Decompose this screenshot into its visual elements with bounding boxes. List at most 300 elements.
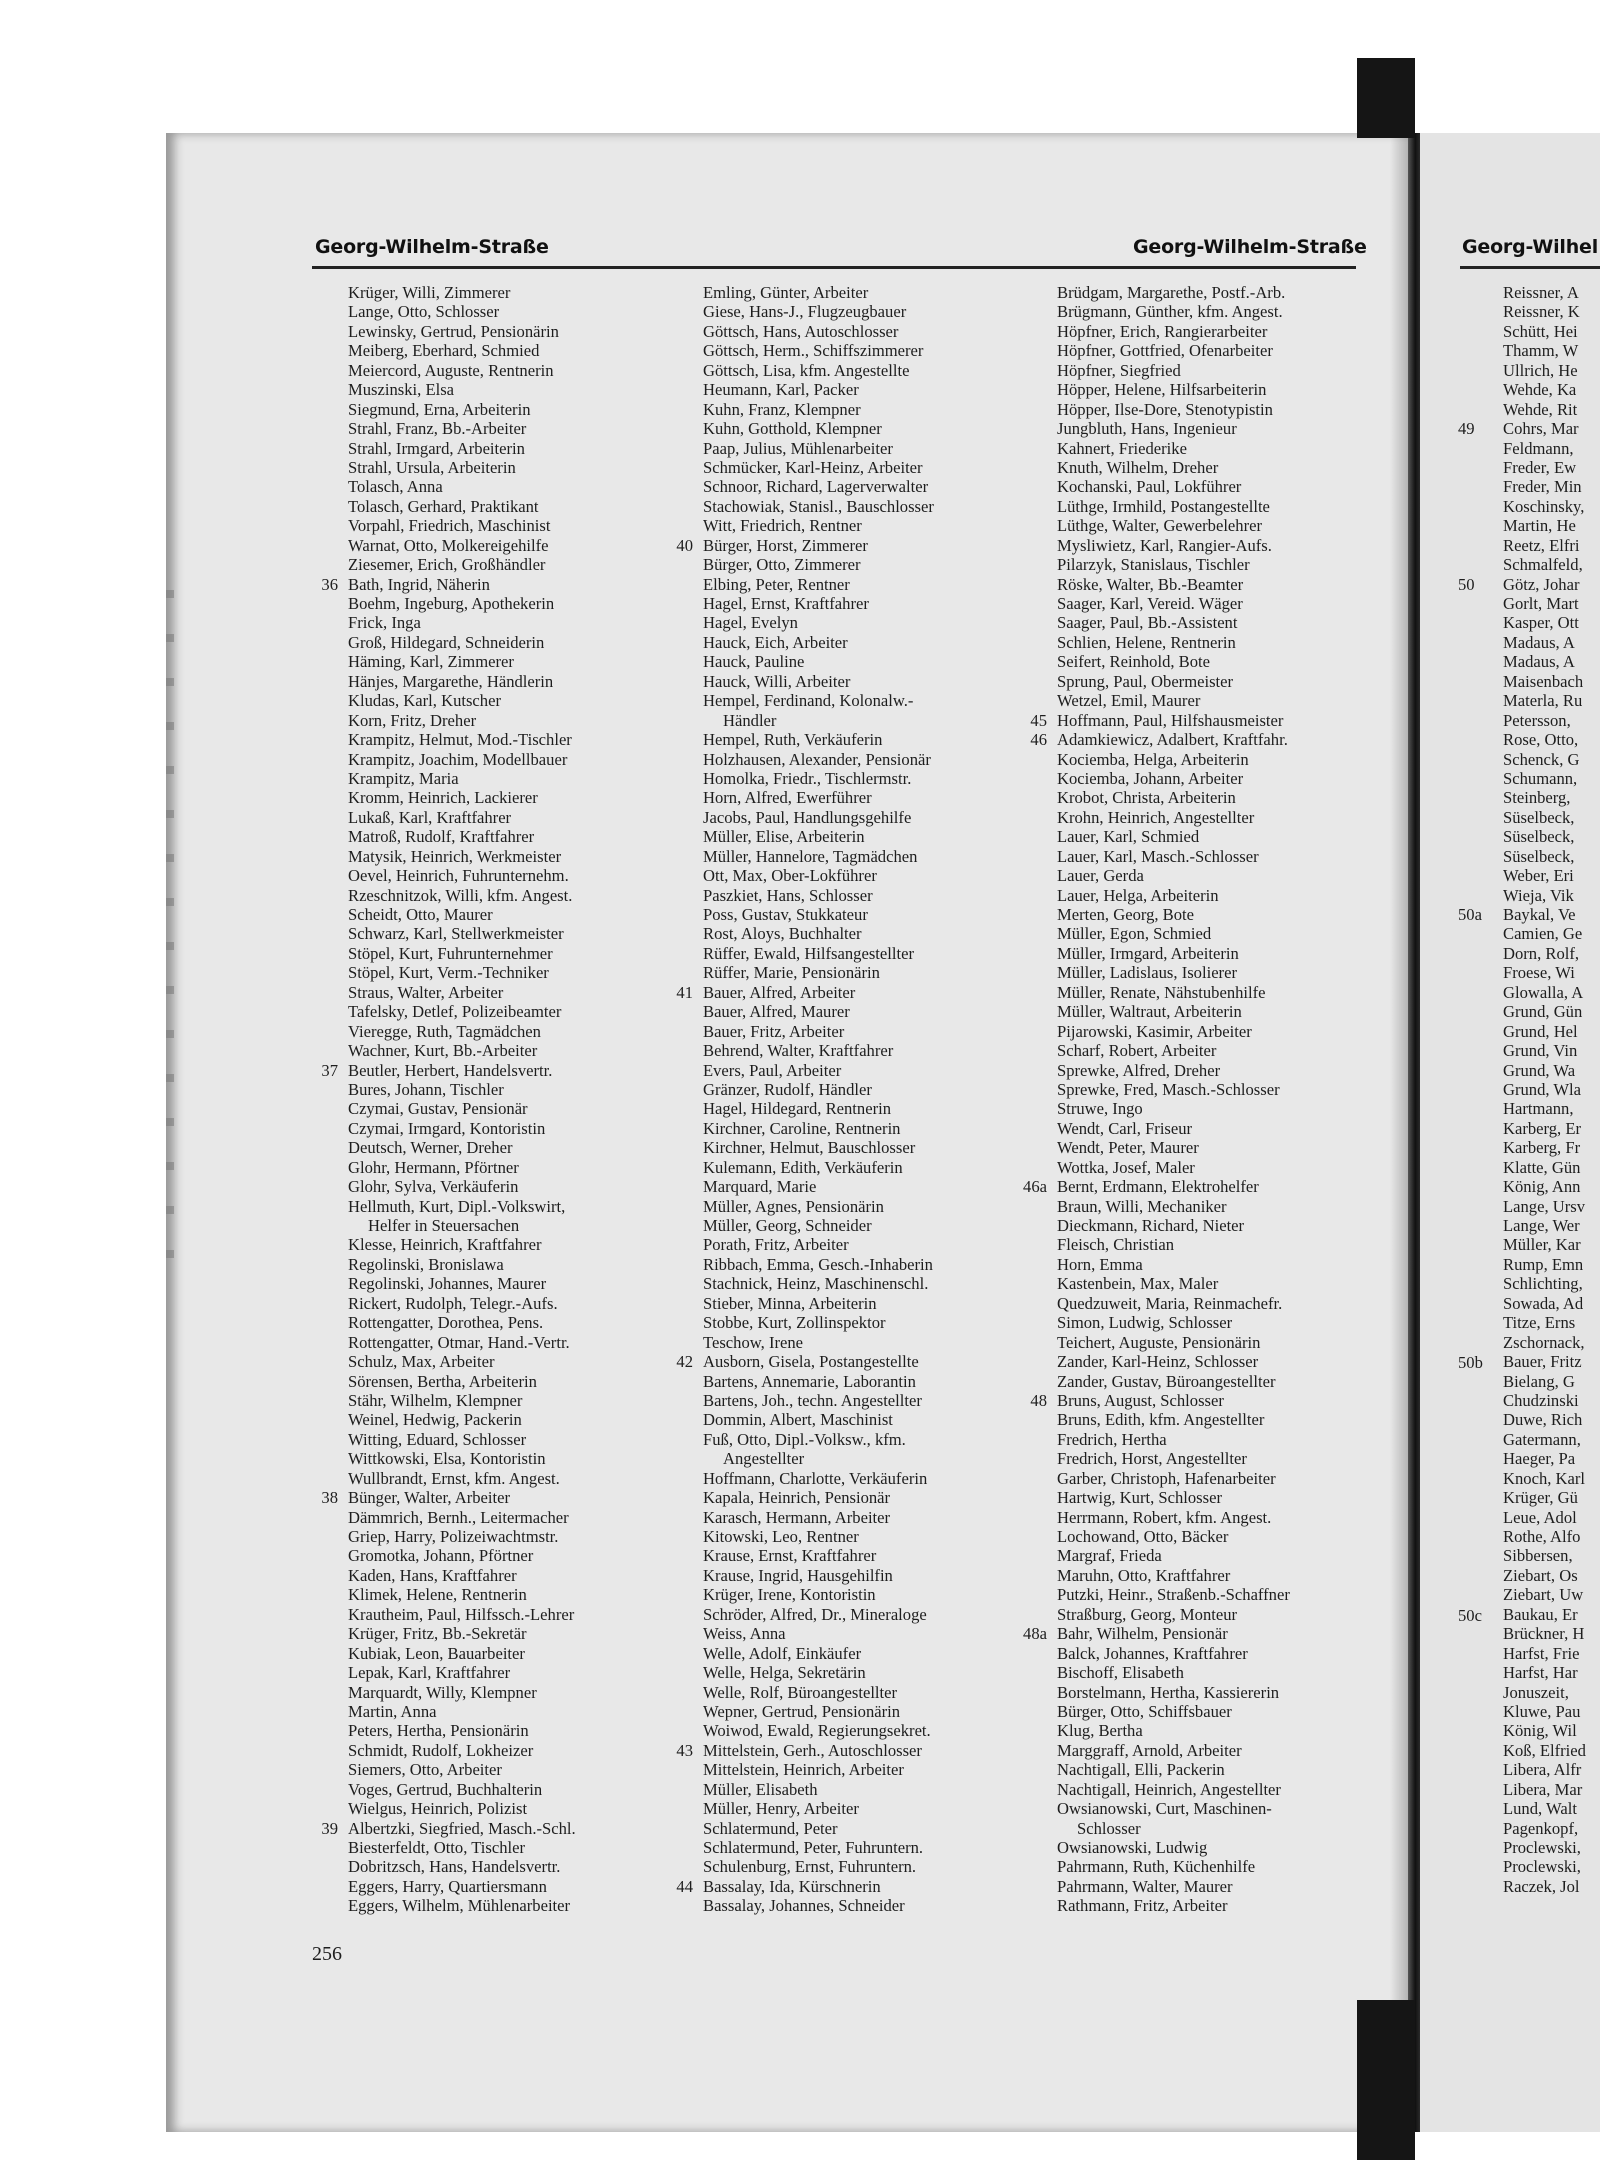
- directory-entry: [1023, 1624, 1357, 1644]
- directory-entry: [703, 1138, 1043, 1157]
- directory-entry: [1503, 536, 1600, 555]
- entry-text: Wepner, Gertrud, Pensionärin: [703, 1701, 901, 1721]
- directory-entry: [703, 1721, 1043, 1740]
- entry-text: Seifert, Reinhold, Bote: [1057, 652, 1211, 672]
- directory-entry: [348, 1605, 688, 1624]
- entry-text: Deutsch, Werner, Dreher: [348, 1138, 513, 1158]
- directory-entry: [703, 575, 1043, 594]
- entry-text: Müller, Elisabeth: [703, 1779, 818, 1799]
- entry-text: Hagel, Hildegard, Rentnerin: [703, 1099, 892, 1119]
- entry-text: Lange, Ursv: [1503, 1196, 1586, 1216]
- directory-entry: [703, 419, 1043, 438]
- directory-entry: [703, 1061, 1043, 1080]
- entry-text: Krüger, Irene, Kontoristin: [703, 1585, 876, 1605]
- directory-entry: [1057, 1313, 1357, 1332]
- entry-text: Baukau, Er: [1503, 1604, 1578, 1624]
- directory-entry: [321, 574, 688, 594]
- directory-entry: [676, 535, 1043, 555]
- entry-text: Strahl, Franz, Bb.-Arbeiter: [348, 419, 527, 439]
- entry-text: Göttsch, Herm., Schiffszimmerer: [703, 341, 924, 361]
- entry-text: Kirchner, Caroline, Rentnerin: [703, 1118, 901, 1138]
- directory-entry: [1057, 1372, 1357, 1391]
- directory-entry: [348, 1469, 688, 1488]
- entry-text: Lauer, Karl, Masch.-Schlosser: [1057, 846, 1259, 866]
- entry-text: Bernt, Erdmann, Elektrohelfer: [1057, 1177, 1259, 1197]
- directory-entry: [1503, 458, 1600, 477]
- entry-text: Wittkowski, Elsa, Kontoristin: [348, 1449, 546, 1469]
- directory-entry: [348, 1449, 688, 1468]
- entry-text: Schlien, Helene, Rentnerin: [1057, 632, 1236, 652]
- entry-text: Martin, Anna: [348, 1701, 437, 1721]
- directory-entry: [703, 1430, 1043, 1449]
- entry-text: Lüthge, Irmhild, Postangestellte: [1057, 496, 1270, 516]
- house-number: 50c: [1458, 1605, 1482, 1625]
- directory-entry: [1057, 283, 1357, 302]
- directory-entry: [703, 1605, 1043, 1624]
- entry-text: Müller, Elise, Arbeiterin: [703, 827, 865, 847]
- directory-entry: [703, 788, 1043, 807]
- binding-clip-bottom: [1357, 2000, 1415, 2160]
- directory-entry: [1503, 827, 1600, 846]
- entry-text: Thamm, W: [1503, 341, 1579, 361]
- entry-text: Mysliwietz, Karl, Rangier-Aufs.: [1057, 535, 1272, 555]
- entry-text: Krampitz, Helmut, Mod.-Tischler: [348, 730, 572, 750]
- directory-entry: [703, 905, 1043, 924]
- directory-entry: [703, 827, 1043, 846]
- entry-text: Rzeschnitzok, Willi, kfm. Angest.: [348, 885, 573, 905]
- entry-text: Mittelstein, Heinrich, Arbeiter: [703, 1760, 904, 1780]
- entry-text: Frick, Inga: [348, 613, 421, 633]
- house-number: 48: [1030, 1390, 1047, 1410]
- entry-text: Hänjes, Margarethe, Händlerin: [348, 671, 554, 691]
- directory-entry: [703, 1099, 1043, 1118]
- entry-text: König, Ann: [1503, 1177, 1581, 1197]
- entry-text: Grund, Wa: [1503, 1060, 1576, 1080]
- directory-entry: [348, 1313, 688, 1332]
- directory-entry: [348, 1197, 688, 1216]
- entry-text: Bauer, Alfred, Maurer: [703, 1002, 850, 1022]
- entry-text: Warnat, Otto, Molkereigehilfe: [348, 535, 549, 555]
- entry-text: Rothe, Alfo: [1503, 1527, 1581, 1546]
- entry-text: Stachnick, Heinz, Maschinenschl.: [703, 1274, 929, 1294]
- directory-entry: [703, 322, 1043, 341]
- directory-entry: [321, 1488, 688, 1508]
- entry-text: Madaus, A: [1503, 652, 1575, 672]
- entry-text: Teschow, Irene: [703, 1332, 804, 1352]
- directory-entry: [703, 1333, 1043, 1352]
- directory-entry: [1057, 1566, 1357, 1585]
- directory-entry: [1057, 944, 1357, 963]
- directory-entry: [1057, 594, 1357, 613]
- directory-entry: [1057, 1877, 1357, 1896]
- directory-entry: [348, 1683, 688, 1702]
- entry-text: Welle, Adolf, Einkäufer: [703, 1643, 862, 1663]
- entry-text: Beutler, Herbert, Handelsvertr.: [348, 1060, 553, 1080]
- directory-entry: [348, 1546, 688, 1565]
- entry-text: Gatermann,: [1503, 1429, 1581, 1449]
- directory-entry: [348, 1235, 688, 1254]
- entry-text: Rüffer, Marie, Pensionärin: [703, 963, 880, 983]
- entry-text: Brückner, H: [1503, 1624, 1585, 1644]
- directory-entry: [1057, 497, 1357, 516]
- directory-entry: [1503, 769, 1600, 788]
- entry-text: Hellmuth, Kurt, Dipl.-Volkswirt,: [348, 1196, 566, 1216]
- directory-entry: [1057, 847, 1357, 866]
- entry-text: Glohr, Hermann, Pförtner: [348, 1157, 519, 1177]
- directory-entry: [1503, 1780, 1600, 1799]
- entry-text: Czymai, Irmgard, Kontoristin: [348, 1118, 546, 1138]
- directory-entry: [1503, 1158, 1600, 1177]
- directory-entry: [348, 555, 688, 574]
- directory-entry: [1057, 1274, 1357, 1293]
- entry-text: Hartwig, Kurt, Schlosser: [1057, 1488, 1222, 1508]
- directory-entry: [703, 1255, 1043, 1274]
- entry-text: Stöpel, Kurt, Verm.-Techniker: [348, 963, 549, 983]
- entry-text: Tafelsky, Detlef, Polizeibeamter: [348, 1002, 562, 1022]
- entry-text: Elbing, Peter, Rentner: [703, 574, 850, 594]
- directory-entry: [703, 1449, 1043, 1468]
- directory-entry: [348, 594, 688, 613]
- house-number: 45: [1030, 710, 1047, 730]
- entry-text: Nachtigall, Heinrich, Angestellter: [1057, 1779, 1281, 1799]
- entry-text: Ausborn, Gisela, Postangestellte: [703, 1352, 919, 1372]
- directory-entry: [1057, 380, 1357, 399]
- entry-text: Weiss, Anna: [703, 1624, 786, 1644]
- directory-entry: [348, 1663, 688, 1682]
- directory-entry: [348, 1099, 688, 1118]
- directory-entry: [703, 1546, 1043, 1565]
- entry-text: Oevel, Heinrich, Fuhrunternehm.: [348, 866, 569, 886]
- entry-text: Mittelstein, Gerh., Autoschlosser: [703, 1740, 922, 1760]
- directory-entry: [1503, 847, 1600, 866]
- house-number: 50b: [1458, 1352, 1483, 1372]
- entry-text: Matroß, Rudolf, Kraftfahrer: [348, 827, 535, 847]
- entry-text: Lauer, Karl, Schmied: [1057, 827, 1200, 847]
- directory-entry: [348, 711, 688, 730]
- directory-entry: [1057, 1896, 1357, 1915]
- entry-text: Reetz, Elfri: [1503, 535, 1580, 555]
- directory-entry: [703, 497, 1043, 516]
- directory-entry: [1057, 1255, 1357, 1274]
- directory-entry: [1503, 1624, 1600, 1643]
- entry-text: Ribbach, Emma, Gesch.-Inhaberin: [703, 1254, 933, 1274]
- directory-entry: [348, 477, 688, 496]
- directory-entry: [1057, 419, 1357, 438]
- directory-entry: [703, 652, 1043, 671]
- directory-entry: [348, 1857, 688, 1876]
- house-number: 50a: [1458, 905, 1482, 925]
- entry-text: Woiwod, Ewald, Regierungsekret.: [703, 1721, 931, 1741]
- entry-text: Rottengatter, Otmar, Hand.-Vertr.: [348, 1332, 570, 1352]
- directory-entry: [1503, 808, 1600, 827]
- entry-text: Kahnert, Friederike: [1057, 438, 1187, 458]
- directory-entry: [703, 1819, 1043, 1838]
- entry-text: Bauer, Fritz: [1503, 1352, 1582, 1372]
- entry-text: Steinberg,: [1503, 788, 1571, 808]
- directory-entry: [348, 691, 688, 710]
- entry-text: Herrmann, Robert, kfm. Angest.: [1057, 1507, 1272, 1527]
- directory-entry: [348, 380, 688, 399]
- entry-text: Dobritzsch, Hans, Handelsvertr.: [348, 1857, 561, 1877]
- directory-entry: [348, 1780, 688, 1799]
- entry-text: Pahrmann, Walter, Maurer: [1057, 1876, 1233, 1896]
- directory-entry: [1023, 1177, 1357, 1197]
- directory-entry: [1503, 1741, 1600, 1760]
- entry-text: Wieja, Vik: [1503, 885, 1574, 905]
- directory-entry: [1503, 1585, 1600, 1604]
- directory-entry: [348, 1799, 688, 1818]
- entry-text: Höpper, Helene, Hilfsarbeiterin: [1057, 380, 1267, 400]
- entry-text: Dämmrich, Bernh., Leitermacher: [348, 1507, 569, 1527]
- entry-text: Maisenbach: [1503, 671, 1584, 691]
- entry-text: Krobot, Christa, Arbeiterin: [1057, 788, 1236, 808]
- entry-text: Schumann,: [1503, 768, 1578, 788]
- directory-entry: [348, 1508, 688, 1527]
- entry-text: Bahr, Wilhelm, Pensionär: [1057, 1624, 1228, 1644]
- entry-text: Haeger, Pa: [1503, 1449, 1576, 1469]
- directory-entry: [703, 1896, 1043, 1915]
- directory-entry: [348, 536, 688, 555]
- house-number: 50: [1458, 574, 1475, 594]
- entry-text: Dieckmann, Richard, Nieter: [1057, 1216, 1245, 1235]
- directory-entry: [348, 1760, 688, 1779]
- entry-text: Kirchner, Helmut, Bauschlosser: [703, 1138, 916, 1158]
- directory-entry: [348, 419, 688, 438]
- directory-entry: [703, 1857, 1043, 1876]
- directory-entry: [703, 361, 1043, 380]
- entry-text: Pahrmann, Ruth, Küchenhilfe: [1057, 1857, 1256, 1877]
- directory-entry: [1503, 1352, 1600, 1371]
- entry-text: Kludas, Karl, Kutscher: [348, 691, 501, 711]
- entry-text: Reissner, K: [1503, 302, 1580, 322]
- entry-text: Lewinsky, Gertrud, Pensionärin: [348, 321, 559, 341]
- entry-text: Rump, Emn: [1503, 1254, 1584, 1274]
- entry-text: Reissner, A: [1503, 283, 1579, 302]
- entry-text: Ziesemer, Erich, Großhändler: [348, 555, 546, 575]
- entry-text: Marquard, Marie: [703, 1177, 817, 1197]
- directory-entry: [348, 1527, 688, 1546]
- entry-text: Höpper, Ilse-Dore, Stenotypistin: [1057, 399, 1273, 419]
- entry-text: Straßburg, Georg, Monteur: [1057, 1604, 1238, 1624]
- entry-text: Balck, Johannes, Kraftfahrer: [1057, 1643, 1248, 1663]
- directory-entry: [703, 613, 1043, 632]
- entry-text: Rüffer, Ewald, Hilfsangestellter: [703, 943, 914, 963]
- directory-entry: [703, 1780, 1043, 1799]
- directory-entry: [1057, 1819, 1357, 1838]
- house-number: 46: [1030, 730, 1047, 750]
- entry-text: Siemers, Otto, Arbeiter: [348, 1760, 502, 1780]
- directory-entry: [703, 302, 1043, 321]
- entry-text: Meiberg, Eberhard, Schmied: [348, 341, 540, 361]
- entry-text: Rose, Otto,: [1503, 730, 1579, 750]
- entry-text: Karasch, Hermann, Arbeiter: [703, 1507, 891, 1527]
- directory-entry: [1057, 1099, 1357, 1118]
- entry-text: Hagel, Evelyn: [703, 613, 798, 633]
- directory-entry: [1057, 400, 1357, 419]
- entry-text: Lange, Otto, Schlosser: [348, 302, 500, 322]
- directory-entry: [703, 847, 1043, 866]
- directory-entry: [1057, 516, 1357, 535]
- directory-entry: [1503, 652, 1600, 671]
- header-rule: [312, 266, 1356, 269]
- directory-entry: [1503, 1644, 1600, 1663]
- directory-entry: [1057, 1527, 1357, 1546]
- directory-entry: [703, 594, 1043, 613]
- entry-text: Quedzuweit, Maria, Reinmachefr.: [1057, 1293, 1283, 1313]
- directory-entry: [1503, 1546, 1600, 1565]
- book-gutter: [1408, 133, 1420, 2132]
- entry-text: Lange, Wer: [1503, 1216, 1580, 1235]
- entry-text: Schenck, G: [1503, 749, 1580, 769]
- entry-text: Pilarzyk, Stanislaus, Tischler: [1057, 555, 1250, 575]
- entry-text: Siegmund, Erna, Arbeiterin: [348, 399, 531, 419]
- directory-entry: [1503, 730, 1600, 749]
- directory-entry: [1057, 1294, 1357, 1313]
- entry-text: Stieber, Minna, Arbeiterin: [703, 1293, 877, 1313]
- entry-text: Scharf, Robert, Arbeiter: [1057, 1041, 1217, 1061]
- directory-entry: [1503, 1041, 1600, 1060]
- page-number: 256: [312, 1943, 342, 1965]
- entry-text: Klimek, Helene, Rentnerin: [348, 1585, 527, 1605]
- directory-entry: [348, 1838, 688, 1857]
- entry-text: Marggraff, Arnold, Arbeiter: [1057, 1740, 1242, 1760]
- directory-entry: [1503, 1527, 1600, 1546]
- entry-text: Bartens, Joh., techn. Angestellter: [703, 1390, 922, 1410]
- directory-entry: [1057, 1683, 1357, 1702]
- house-number: 46a: [1023, 1177, 1047, 1197]
- directory-entry: [1057, 1080, 1357, 1099]
- entry-text: Schmidt, Rudolf, Lokheizer: [348, 1740, 534, 1760]
- entry-text: Muszinski, Elsa: [348, 380, 455, 400]
- entry-text: Brügmann, Günther, kfm. Angest.: [1057, 302, 1283, 322]
- entry-text: Welle, Helga, Sekretärin: [703, 1663, 866, 1683]
- directory-entry: [1057, 361, 1357, 380]
- entry-text: Sibbersen,: [1503, 1546, 1573, 1566]
- entry-text: Schulz, Max, Arbeiter: [348, 1352, 495, 1372]
- directory-entry: [703, 1527, 1043, 1546]
- entry-text: Emling, Günter, Arbeiter: [703, 283, 869, 302]
- entry-text: Strahl, Irmgard, Arbeiterin: [348, 438, 525, 458]
- directory-entry: [348, 516, 688, 535]
- entry-text: Müller, Ladislaus, Isolierer: [1057, 963, 1237, 983]
- directory-entry: [703, 944, 1043, 963]
- entry-text: Hartmann,: [1503, 1099, 1574, 1119]
- directory-entry: [703, 1644, 1043, 1663]
- entry-text: Regolinski, Bronislawa: [348, 1254, 504, 1274]
- entry-text: Schlatermund, Peter, Fuhruntern.: [703, 1838, 924, 1857]
- directory-entry: [1503, 1197, 1600, 1216]
- directory-entry: [1503, 1799, 1600, 1818]
- entry-text: Lochowand, Otto, Bäcker: [1057, 1527, 1229, 1546]
- directory-entry: [1057, 1449, 1357, 1468]
- entry-text: Kociemba, Helga, Arbeiterin: [1057, 749, 1249, 769]
- entry-text: Freder, Ew: [1503, 457, 1577, 477]
- directory-entry: [1503, 575, 1600, 594]
- directory-entry: [1057, 808, 1357, 827]
- directory-entry: [1503, 983, 1600, 1002]
- directory-entry: [1503, 1838, 1600, 1857]
- directory-entry: [348, 1430, 688, 1449]
- directory-entry: [348, 924, 688, 943]
- entry-text: Proclewski,: [1503, 1857, 1581, 1877]
- entry-text: Kociemba, Johann, Arbeiter: [1057, 768, 1244, 788]
- entry-text: Müller, Henry, Arbeiter: [703, 1799, 859, 1819]
- entry-text: Glohr, Sylva, Verkäuferin: [348, 1177, 519, 1197]
- directory-entry: [1503, 886, 1600, 905]
- directory-entry: [676, 982, 1043, 1002]
- entry-text: Harfst, Har: [1503, 1663, 1578, 1683]
- entry-text: Jonuszeit,: [1503, 1682, 1569, 1702]
- directory-entry: [348, 1119, 688, 1138]
- directory-entry: [1057, 1061, 1357, 1080]
- entry-text: Schlatermund, Peter: [703, 1818, 838, 1838]
- directory-entry: [703, 1702, 1043, 1721]
- directory-entry: [1503, 1469, 1600, 1488]
- directory-entry: [1057, 555, 1357, 574]
- directory-entry: [703, 1624, 1043, 1643]
- entry-text: Stöpel, Kurt, Fuhrunternehmer: [348, 943, 553, 963]
- entry-text: Koß, Elfried: [1503, 1740, 1586, 1760]
- directory-entry: [348, 439, 688, 458]
- directory-entry: [1030, 710, 1357, 730]
- directory-entry: [1057, 1721, 1357, 1740]
- entry-text: Bürger, Otto, Zimmerer: [703, 555, 861, 575]
- entry-text: Cohrs, Mar: [1503, 419, 1579, 439]
- entry-text: Süselbeck,: [1503, 846, 1575, 866]
- header-rule-next-page: [1460, 266, 1600, 269]
- house-number: 43: [676, 1740, 693, 1760]
- directory-entry: [1057, 1138, 1357, 1157]
- directory-entry: [1503, 1702, 1600, 1721]
- entry-text: Bruns, August, Schlosser: [1057, 1390, 1224, 1410]
- directory-entry: [703, 1566, 1043, 1585]
- entry-text: Paszkiet, Hans, Schlosser: [703, 885, 873, 905]
- entry-text: Horn, Emma: [1057, 1254, 1143, 1274]
- entry-text: Lund, Walt: [1503, 1799, 1577, 1819]
- entry-text: Kaden, Hans, Kraftfahrer: [348, 1565, 517, 1585]
- directory-entry: [1503, 1430, 1600, 1449]
- directory-entry: [703, 1683, 1043, 1702]
- entry-text: Krüger, Willi, Zimmerer: [348, 283, 511, 302]
- directory-entry: [1503, 633, 1600, 652]
- entry-text: Klesse, Heinrich, Kraftfahrer: [348, 1235, 542, 1255]
- directory-entry: [703, 1663, 1043, 1682]
- directory-entry: [1057, 1002, 1357, 1021]
- entry-text: Horn, Alfred, Ewerführer: [703, 788, 872, 808]
- entry-text: Süselbeck,: [1503, 807, 1575, 827]
- directory-entry: [703, 1585, 1043, 1604]
- directory-entry: [703, 769, 1043, 788]
- directory-entry: [1057, 827, 1357, 846]
- entry-text: Witting, Eduard, Schlosser: [348, 1429, 527, 1449]
- entry-text: Bruns, Edith, kfm. Angestellter: [1057, 1410, 1265, 1430]
- entry-text: Dorn, Rolf,: [1503, 943, 1580, 963]
- entry-text: Pagenkopf,: [1503, 1818, 1579, 1838]
- entry-text: Margraf, Frieda: [1057, 1546, 1162, 1566]
- directory-entry: [1057, 983, 1357, 1002]
- directory-entry: [1030, 730, 1357, 750]
- directory-entry: [348, 769, 688, 788]
- entry-text: Schröder, Alfred, Dr., Mineraloge: [703, 1604, 927, 1624]
- directory-entry: [703, 1488, 1043, 1507]
- entry-text: Marquardt, Willy, Klempner: [348, 1682, 537, 1702]
- directory-entry: [1057, 1838, 1357, 1857]
- entry-text: Höpfner, Gottfried, Ofenarbeiter: [1057, 341, 1273, 361]
- running-header-left: Georg-Wilhelm-Straße: [315, 236, 549, 258]
- entry-text: Baykal, Ve: [1503, 905, 1576, 924]
- directory-entry: [348, 1255, 688, 1274]
- directory-entry: [1057, 788, 1357, 807]
